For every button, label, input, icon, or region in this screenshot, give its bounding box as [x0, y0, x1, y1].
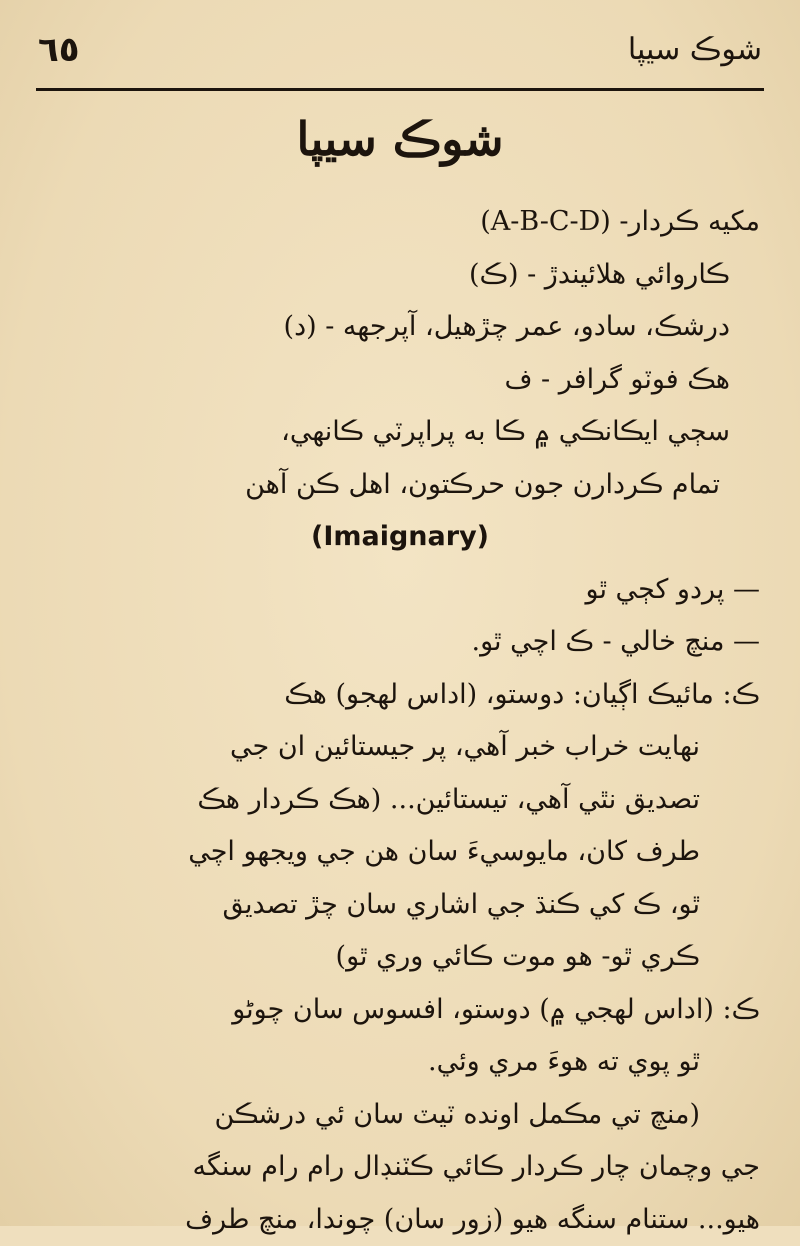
- text-line: تصديق نٿي آهي، تيستائين... (هڪ ڪردار هڪ: [40, 774, 760, 827]
- text-line: ڪ: (اداس لهجي ۾) دوستو، افسوس سان چوڻو: [40, 984, 760, 1037]
- text-line: (منچ تي مڪمل اونده ٽيٽ سان ئي درشڪن: [40, 1089, 760, 1142]
- play-text: [40, 196, 760, 1246]
- header-rule: [36, 88, 764, 91]
- text-line: هيو... ستنام سنگه هيو (زور سان) چوندا، منچ طرف: [40, 1194, 760, 1246]
- text-line: هڪ فوٽو گرافر - ف: [40, 354, 760, 407]
- text-line: — پردو کڄي ٿو: [40, 564, 760, 617]
- text-line: (Imaignary): [40, 511, 760, 564]
- text-line: سڄي ايڪانڪي ۾ ڪا به پراپرٽي ڪانهي،: [40, 406, 760, 459]
- text-line: — منچ خالي - ڪ اچي ٿو.: [40, 616, 760, 669]
- text-line: جي وچمان چار ڪردار ڪائي ڪٽنڊال رام رام سنگه: [40, 1141, 760, 1194]
- text-line: ڪ: مائيڪ اڳيان: دوستو، (اداس لهجو) هڪ: [40, 669, 760, 722]
- play-title: شوڪ سيپا: [0, 112, 800, 166]
- text-line: نهايت خراب خبر آهي، پر جيستائين ان جي: [40, 721, 760, 774]
- text-line: درشڪ، سادو، عمر چڙهيل، آپرجهه - (د): [40, 301, 760, 354]
- page-number: ٦٥: [38, 30, 80, 70]
- text-line: تمام ڪردارن جون حرڪتون، اهل ڪن آهن: [40, 459, 760, 512]
- text-line: ٿو، ڪ کي ڪنڌ جي اشاري سان چڙ تصديق: [40, 879, 760, 932]
- text-line: ڪاروائي هلائيندڙ - (ڪ): [40, 249, 760, 302]
- running-title: شوڪ سيپا: [628, 32, 762, 67]
- text-line: مکيه ڪردار- (A-B-C-D): [40, 196, 760, 249]
- text-line: ٿو پوي ته هوءَ مري وئي.: [40, 1036, 760, 1089]
- text-line: ڪري ٿو- هو موت ڪائي وري ٿو): [40, 931, 760, 984]
- running-head: [38, 30, 762, 80]
- text-line: طرف کان، مايوسيءَ سان هن جي ويجهو اچي: [40, 826, 760, 879]
